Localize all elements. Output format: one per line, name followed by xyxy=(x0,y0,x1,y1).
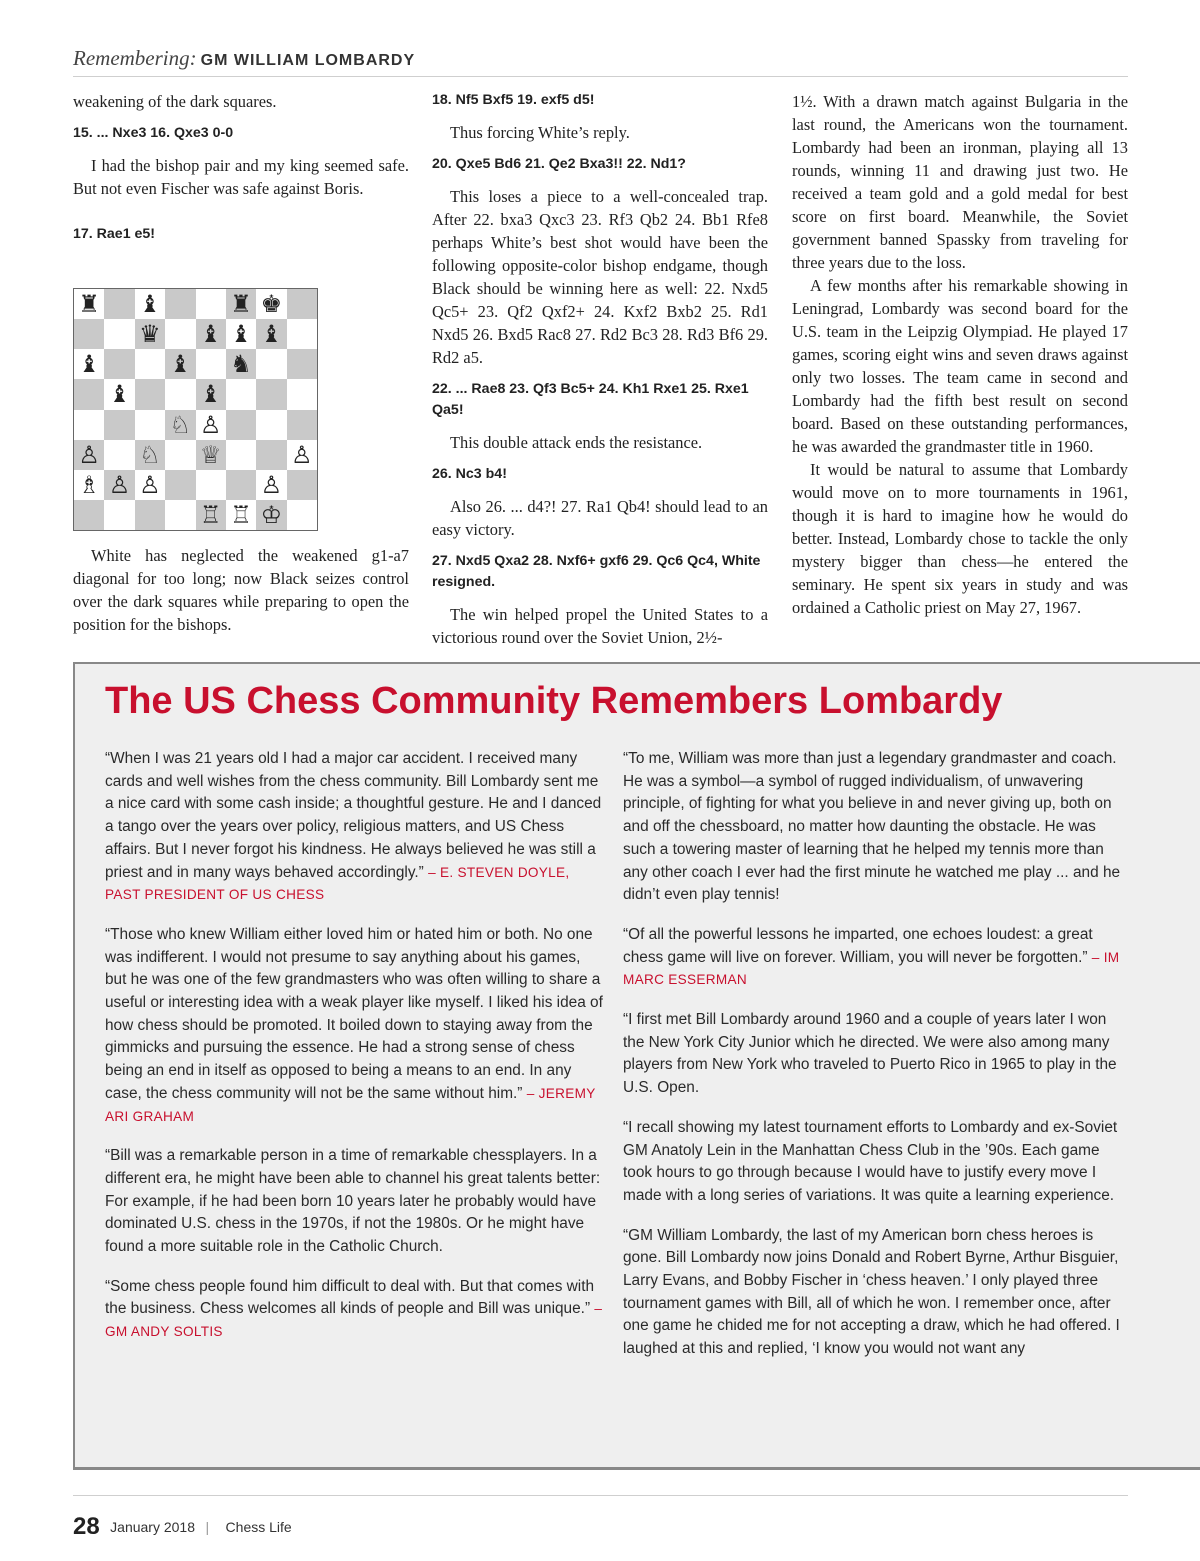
chess-piece: ♖ xyxy=(199,500,222,529)
chess-piece: ♕ xyxy=(199,440,222,469)
board-square xyxy=(287,319,317,349)
quote xyxy=(105,748,605,907)
board-square xyxy=(104,319,134,349)
chess-piece: ♙ xyxy=(139,470,161,499)
page-number: 28 xyxy=(73,1513,100,1540)
board-square xyxy=(226,500,256,530)
move-line: 18. Nf5 Bxf5 19. exf5 d5! xyxy=(432,92,595,108)
board-square xyxy=(135,410,165,440)
board-square xyxy=(165,410,195,440)
board-square xyxy=(196,470,226,500)
board-square xyxy=(135,319,165,349)
board-square xyxy=(135,440,165,470)
chess-piece: ♝ xyxy=(199,320,222,349)
issue-date: January 2018 xyxy=(110,1519,195,1535)
board-square xyxy=(165,349,195,379)
board-square xyxy=(226,470,256,500)
board-square xyxy=(104,440,134,470)
board-square xyxy=(256,379,286,409)
chess-piece: ♘ xyxy=(139,440,161,469)
board-square xyxy=(165,379,195,409)
board-square xyxy=(287,470,317,500)
chess-piece: ♚ xyxy=(260,290,283,319)
paragraph: A few months after his remarkable showing in Leningrad, Lombardy was second board for the U.S. team in the Leipzig Olympiad. He played 17 games, scoring eight wins and seven draws against only two losses. The team came in second and Lombardy had the fifth best result on second board. Based on these outstanding performances, he was awarded the grandmaster title in 1960. xyxy=(792,276,1128,456)
quote-attribution: – JEREMY ARI GRAHAM xyxy=(105,1085,596,1124)
board-square xyxy=(165,440,195,470)
board-square xyxy=(135,379,165,409)
paragraph: I had the bishop pair and my king seemed safe. But not even Fischer was safe against Boris. xyxy=(73,156,409,198)
move-line: 26. Nc3 b4! xyxy=(432,466,507,482)
paragraph: The win helped propel the United States to a victorious round over the Soviet Union, 2½- xyxy=(432,605,768,647)
quote xyxy=(105,1145,605,1259)
board-square xyxy=(287,440,317,470)
quotes-right xyxy=(623,748,1123,1378)
chess-piece: ♙ xyxy=(260,470,283,499)
column-1-continued xyxy=(73,544,409,636)
chess-piece: ♞ xyxy=(230,350,252,379)
board-square xyxy=(256,349,286,379)
chess-piece: ♜ xyxy=(78,290,100,319)
board-square xyxy=(196,440,226,470)
board-square xyxy=(165,500,195,530)
move-line: 15. ... Nxe3 16. Qxe3 0-0 xyxy=(73,125,234,141)
board-square xyxy=(196,500,226,530)
column-1 xyxy=(73,90,409,255)
board-square xyxy=(104,289,134,319)
chess-diagram xyxy=(73,288,318,531)
paragraph: White has neglected the weakened g1-a7 diagonal for too long; now Black seizes control over the dark squares while preparing to open the position for the bishops. xyxy=(73,546,409,634)
board-square xyxy=(74,500,104,530)
board-square xyxy=(135,500,165,530)
board-square xyxy=(287,410,317,440)
move-line: 17. Rae1 e5! xyxy=(73,226,156,242)
board-square xyxy=(287,349,317,379)
quote-text: “I recall showing my latest tournament efforts to Lombardy and ex-Soviet GM Anatoly Lein in the Manhattan Chess Club in the ’90s. Each game took hours to go through because I would have to justify every move I made with a long series of variations. It was quite a learning experience. xyxy=(623,1118,1118,1204)
board-square xyxy=(226,289,256,319)
board-square xyxy=(287,379,317,409)
board-square xyxy=(226,440,256,470)
board-square xyxy=(287,500,317,530)
paragraph: 1½. With a drawn match against Bulgaria in the last round, the Americans won the tournament. Lombardy had been an ironman, playing all 13 rounds, winning 11 and drawing just two. He received a team gold and a gold medal for best score on first board. Meanwhile, the Soviet government banned Spassky from traveling for three years due to the loss. xyxy=(792,92,1128,272)
board-square xyxy=(74,440,104,470)
quote xyxy=(623,1117,1123,1208)
quote-attribution: – GM ANDY SOLTIS xyxy=(105,1301,603,1340)
paragraph: weakening of the dark squares. xyxy=(73,92,277,111)
quote-text: “Some chess people found him difficult to deal with. But that comes with the business. Chess welcomes all kinds of people and Bill was unique.” xyxy=(105,1277,595,1318)
chess-piece: ♔ xyxy=(260,500,283,529)
quote-text: “Those who knew William either loved him or hated him or both. No one was indifferent. I would not presume to say anything about his games, but he was one of the few grandmasters who was often willing to share a useful or interesting idea with a weak player like myself. I liked his idea of how chess should be promoted. It boiled down to staying away from the gimmicks and pursuing the essence. He had a strong sense of chess being an end in itself as opposed to being a means to an end. In any case, the chess community will not be the same without him.” xyxy=(105,925,603,1102)
chess-piece: ♝ xyxy=(199,380,222,409)
quote-text: “Bill was a remarkable person in a time of remarkable chessplayers. In a different era, he might have been able to channel his great talents better: For example, if he had been born 10 years later he probably would have dominated U.S. chess in the 1970s, if not the 1980s. Or he might have found a more suitable role in the Catholic Church. xyxy=(105,1147,601,1256)
chess-piece: ♝ xyxy=(169,350,192,379)
board-square xyxy=(74,410,104,440)
header-name: GM WILLIAM LOMBARDY xyxy=(200,52,416,69)
quote xyxy=(623,1225,1123,1361)
quote xyxy=(623,924,1123,992)
move-line: 22. ... Rae8 23. Qf3 Bc5+ 24. Kh1 Rxe1 25. Rxe1 Qa5! xyxy=(432,381,749,418)
board-square xyxy=(196,289,226,319)
quote-attribution: – IM MARC ESSERMAN xyxy=(623,949,1120,988)
running-header xyxy=(73,46,1128,77)
box-title: The US Chess Community Remembers Lombardy xyxy=(105,680,1003,722)
chess-piece: ♗ xyxy=(78,470,100,499)
page-footer xyxy=(73,1495,1128,1541)
chess-piece: ♝ xyxy=(108,380,131,409)
board-square xyxy=(226,319,256,349)
quotes-left xyxy=(105,748,605,1361)
board-square xyxy=(135,349,165,379)
board-square xyxy=(74,349,104,379)
board-square xyxy=(196,349,226,379)
chess-piece: ♙ xyxy=(108,470,131,499)
board-square xyxy=(104,470,134,500)
board-square xyxy=(74,379,104,409)
board-square xyxy=(287,289,317,319)
quote xyxy=(105,1276,605,1344)
board-square xyxy=(104,349,134,379)
board-square xyxy=(256,410,286,440)
board-square xyxy=(196,319,226,349)
board-square xyxy=(74,319,104,349)
board-square xyxy=(196,379,226,409)
quote-text: “GM William Lombardy, the last of my American born chess heroes is gone. Bill Lombardy now joins Donald and Robert Byrne, Arthur Bisguier, Larry Evans, and Bobby Fischer in ‘chess heaven.’ I only played three tournament games with Bill, all of which he won. I remember once, after one game he chided me for not accepting a draw, which he had offered. I laughed at this and replied, ‘I know you would not want any xyxy=(623,1226,1120,1358)
chess-piece: ♝ xyxy=(139,290,161,319)
chess-piece: ♘ xyxy=(169,410,192,439)
board-square xyxy=(165,319,195,349)
chess-piece: ♜ xyxy=(230,290,252,319)
quote-text: “When I was 21 years old I had a major car accident. I received many cards and well wishes from the chess community. Bill Lombardy sent me a nice card with some cash inside; a thoughtful gesture. He and I danced a tango over the years over policy, religious matters, and US Chess affairs. But I never forgot his kindness. He always believed he was still a priest and in many ways behaved accordingly.” xyxy=(105,750,602,881)
board-square xyxy=(165,470,195,500)
chess-piece: ♝ xyxy=(230,320,252,349)
paragraph: It would be natural to assume that Lombardy would move on to more tournaments in 1961, though it is hard to imagine how he would do better. Instead, Lombardy chose to tackle the only mystery bigger than chess—he entered the seminary. He spent six years in study and was ordained a Catholic priest on May 27, 1967. xyxy=(792,460,1128,617)
board-square xyxy=(104,500,134,530)
chess-piece: ♙ xyxy=(199,410,222,439)
chess-piece: ♙ xyxy=(291,440,313,469)
chess-piece: ♝ xyxy=(260,320,283,349)
footer-separator: | xyxy=(205,1519,210,1535)
quote-text: “I first met Bill Lombardy around 1960 and a couple of years later I won the New York City Junior which he directed. We were also among many players from New York who traveled to Puerto Rico in 1965 to play in the U.S. Open. xyxy=(623,1011,1117,1097)
quote-text: “Of all the powerful lessons he imparted, one echoes loudest: a great chess game will live on forever. William, you will never be forgotten.” xyxy=(623,925,1093,966)
quote xyxy=(623,1009,1123,1100)
quote-attribution: – E. STEVEN DOYLE, PAST PRESIDENT OF US CHESS xyxy=(105,864,570,903)
chess-piece: ♖ xyxy=(230,500,252,529)
column-3 xyxy=(792,90,1128,619)
column-2 xyxy=(432,90,768,649)
board-square xyxy=(226,379,256,409)
board-square xyxy=(256,319,286,349)
magazine-name: Chess Life xyxy=(225,1519,292,1535)
board-square xyxy=(135,470,165,500)
board-square xyxy=(226,349,256,379)
board-square xyxy=(256,289,286,319)
paragraph: Also 26. ... d4?! 27. Ra1 Qb4! should lead to an easy victory. xyxy=(432,497,768,539)
board-square xyxy=(104,379,134,409)
board-square xyxy=(196,410,226,440)
board-square xyxy=(256,500,286,530)
board-square xyxy=(104,410,134,440)
board-square xyxy=(74,470,104,500)
chess-piece: ♙ xyxy=(78,440,100,469)
paragraph: Thus forcing White’s reply. xyxy=(450,123,630,142)
board-square xyxy=(256,440,286,470)
board-square xyxy=(226,410,256,440)
quote xyxy=(105,924,605,1128)
board-square xyxy=(74,289,104,319)
board-square xyxy=(165,289,195,319)
move-line: 20. Qxe5 Bd6 21. Qe2 Bxa3!! 22. Nd1? xyxy=(432,156,686,172)
move-line: 27. Nxd5 Qxa2 28. Nxf6+ gxf6 29. Qc6 Qc4, White resigned. xyxy=(432,553,761,590)
board-square xyxy=(135,289,165,319)
chess-piece: ♝ xyxy=(78,350,100,379)
header-remembering: Remembering: xyxy=(73,46,197,70)
paragraph: This loses a piece to a well-concealed trap. After 22. bxa3 Qxc3 23. Rf3 Qb2 24. Bb1 Rfe8 perhaps White’s best shot would have been the following opposite-color bishop endgame, though Black should be winning here as well: 22. Nxd5 Qc5+ 23. Qf2 Qxf2+ 24. Kxf2 Bxb2 25. Rd1 Nxd5 26. Bxd5 Rac8 27. Rd2 Bc3 28. Rd3 Bf6 29. Rd2 a5. xyxy=(432,187,768,367)
board-square xyxy=(256,470,286,500)
paragraph: This double attack ends the resistance. xyxy=(450,433,703,452)
quote-text: “To me, William was more than just a legendary grandmaster and coach. He was a symbol—a symbol of rugged individualism, of unwavering principle, of fighting for what you believe in and never giving up, both on and off the chessboard, no matter how daunting the obstacle. He was such a towering master of learning that he helped my tennis more than any other coach I ever had the first minute he watched me play ... and he didn’t even play tennis! xyxy=(623,750,1121,904)
quote xyxy=(623,748,1123,907)
chess-piece: ♛ xyxy=(139,320,161,349)
remembrance-box xyxy=(73,662,1200,1470)
